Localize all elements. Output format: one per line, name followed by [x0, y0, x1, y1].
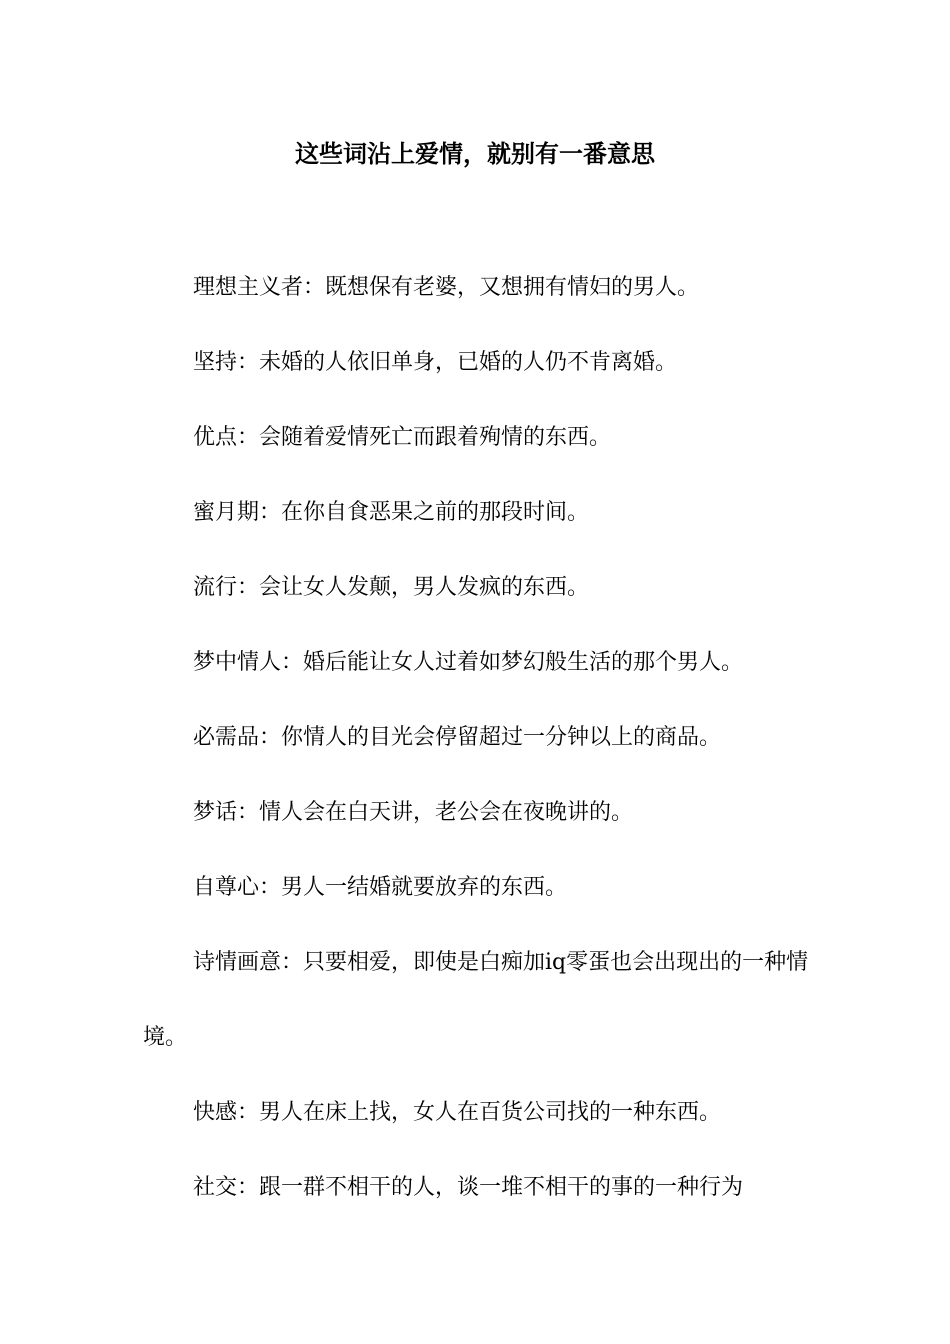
- paragraph-3: 优点：会随着爱情死亡而跟着殉情的东西。: [193, 425, 612, 450]
- paragraph-7: 必需品：你情人的目光会停留超过一分钟以上的商品。: [193, 725, 722, 750]
- paragraph-5: 流行：会让女人发颠，男人发疯的东西。: [193, 575, 590, 600]
- paragraph-8: 梦话：情人会在白天讲，老公会在夜晚讲的。: [193, 800, 634, 825]
- paragraph-11: 快感：男人在床上找，女人在百货公司找的一种东西。: [193, 1100, 722, 1125]
- paragraph-1: 理想主义者：既想保有老婆，又想拥有情妇的男人。: [193, 275, 700, 300]
- paragraph-4: 蜜月期：在你自食恶果之前的那段时间。: [193, 500, 590, 525]
- page-title: 这些词沾上爱情，就别有一番意思: [295, 140, 655, 168]
- document-body: [143, 250, 813, 1225]
- paragraph-10: 诗情画意：只要相爱，即使是白痴加iq零蛋也会出现出的一种情境。: [143, 950, 809, 1050]
- paragraph-2: 坚持：未婚的人依旧单身，已婚的人仍不肯离婚。: [193, 350, 678, 375]
- paragraph-6: 梦中情人：婚后能让女人过着如梦幻般生活的那个男人。: [193, 650, 744, 675]
- paragraph-12: 社交：跟一群不相干的人，谈一堆不相干的事的一种行为: [193, 1175, 744, 1200]
- paragraph-9: 自尊心：男人一结婚就要放弃的东西。: [193, 875, 568, 900]
